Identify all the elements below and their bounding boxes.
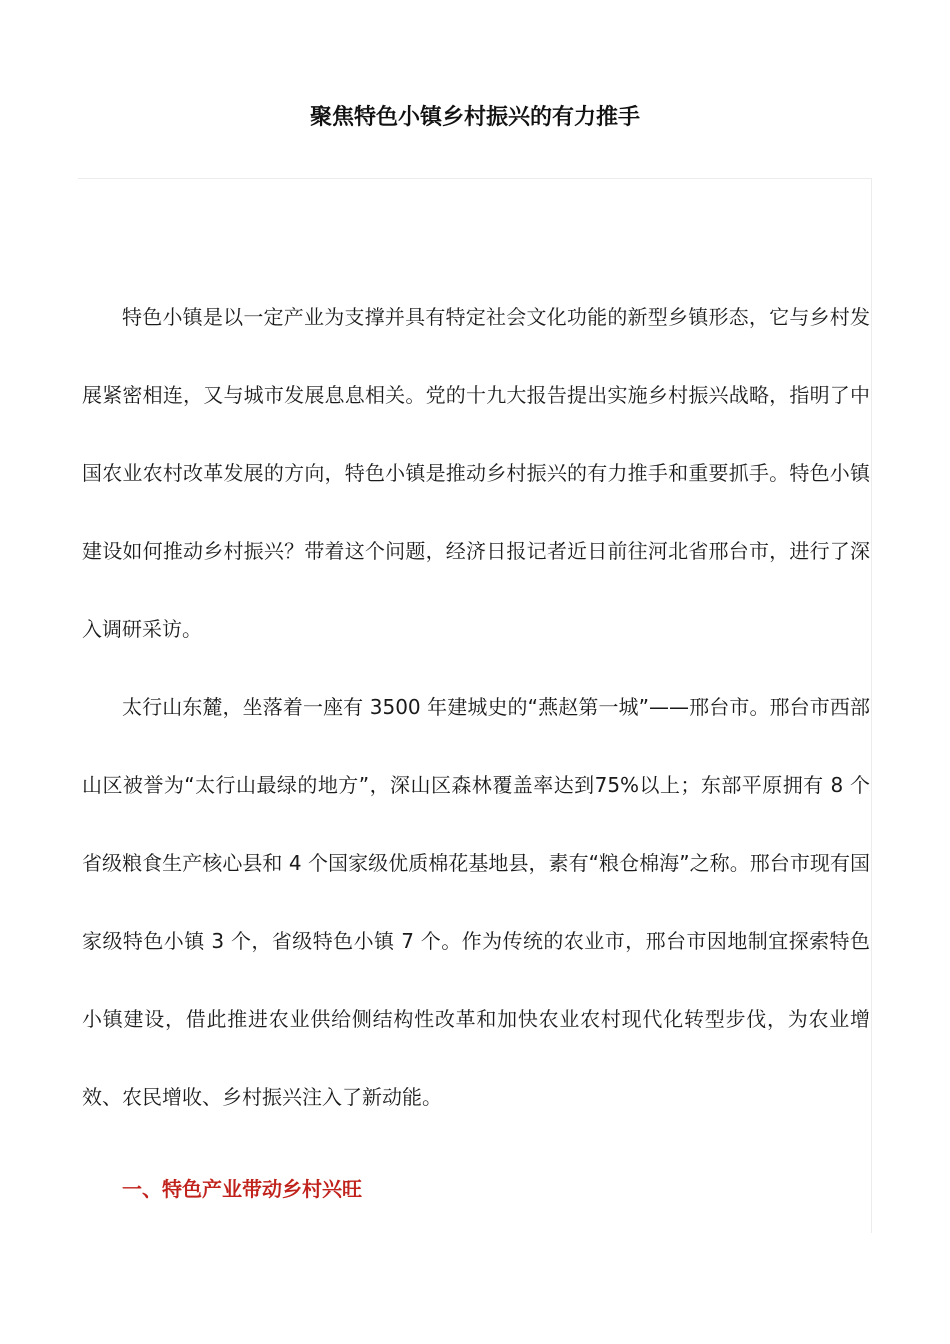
content-frame-right-border	[871, 178, 872, 1233]
section-heading: 一、特色产业带动乡村兴旺	[122, 1177, 362, 1201]
content-frame-top-border	[78, 178, 872, 179]
paragraph-xingtai: 太行山东麓，坐落着一座有 3500 年建城史的“燕赵第一城”——邢台市。邢台市西部山区被誉为“太行山最绿的地方”，深山区森林覆盖率达到75%以上；东部平原拥有 8 个省级粮食生产核心县和 4 个国家级优质棉花基地县，素有“粮仓棉海”之称。邢台市现有国家级特色小镇 3 个，省级特色小镇 7 个。作为传统的农业市，邢台市因地制宜探索特色小镇建设，借此推进农业供给侧结构性改革和加快农业农村现代化转型步伐，为农业增效、农民增收、乡村振兴注入了新动能。	[82, 695, 870, 1109]
document-title: 聚焦特色小镇乡村振兴的有力推手	[309, 105, 640, 130]
paragraph-intro: 特色小镇是以一定产业为支撑并具有特定社会文化功能的新型乡镇形态，它与乡村发展紧密相连，又与城市发展息息相关。党的十九大报告提出实施乡村振兴战略，指明了中国农业农村改革发展的方向，特色小镇是推动乡村振兴的有力推手和重要抓手。特色小镇建设如何推动乡村振兴？带着这个问题，经济日报记者近日前往河北省邢台市，进行了深入调研采访。	[82, 305, 870, 641]
article-body	[82, 278, 870, 1136]
